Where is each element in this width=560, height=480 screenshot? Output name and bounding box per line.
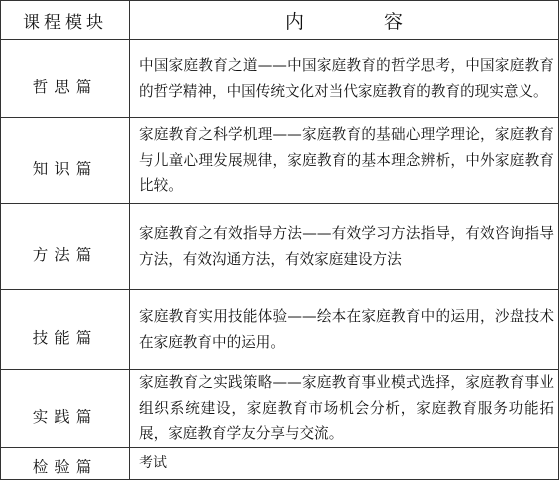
table-row [1,204,559,290]
column-header-content [130,1,559,40]
table-row [1,290,559,370]
table-row [1,40,559,118]
module-name-cell: 实践篇 [1,370,130,448]
table-header-row [1,1,559,40]
column-header-module: 课程模块 [1,1,130,40]
module-name-cell: 技能篇 [1,290,130,370]
module-content-cell: 家庭教育之有效指导方法——有效学习方法指导，有效咨询指导方法，有效沟通方法，有效家庭建设方法 [130,204,559,290]
module-name-cell: 知识篇 [1,118,130,204]
table-row [1,448,559,480]
column-header-content-label: 内容 [284,10,483,33]
module-name-cell: 检验篇 [1,448,130,480]
module-content-cell: 家庭教育之科学机理——家庭教育的基础心理学理论，家庭教育与儿童心理发展规律，家庭教育的基本理念辨析，中外家庭教育比较。 [130,118,559,204]
module-content-cell: 中国家庭教育之道——中国家庭教育的哲学思考，中国家庭教育的哲学精神，中国传统文化对当代家庭教育的教育的现实意义。 [130,40,559,118]
module-content-cell: 家庭教育之实践策略——家庭教育事业模式选择，家庭教育事业组织系统建设，家庭教育市场机会分析，家庭教育服务功能拓展，家庭教育学友分享与交流。 [130,370,559,448]
module-name-cell: 方法篇 [1,204,130,290]
table-row [1,370,559,448]
module-content-cell: 考试 [130,448,559,480]
module-name-cell: 哲思篇 [1,40,130,118]
table-row [1,118,559,204]
module-content-cell: 家庭教育实用技能体验——绘本在家庭教育中的运用，沙盘技术在家庭教育中的运用。 [130,290,559,370]
